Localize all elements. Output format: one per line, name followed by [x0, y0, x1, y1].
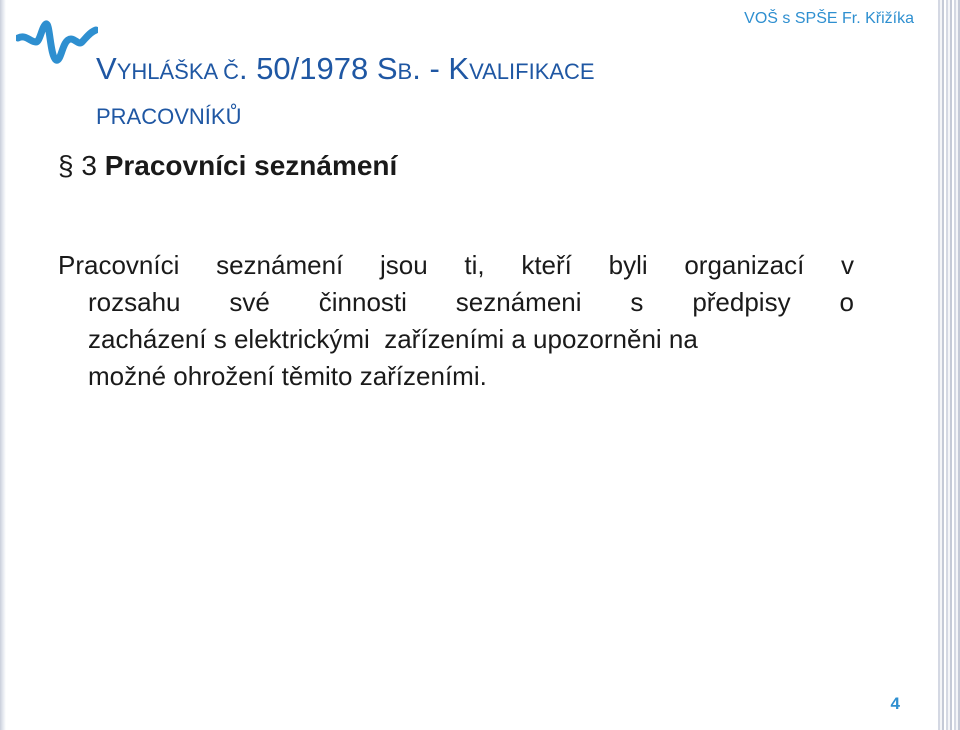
slide-title-line-1: VYHLÁŠKA Č. 50/1978 SB. - KVALIFIKACE	[96, 51, 595, 86]
paragraph-line-4: možné ohrožení těmito zařízeními.	[88, 361, 487, 391]
section-symbol: § 3	[58, 150, 97, 181]
section-title: Pracovníci seznámení	[104, 150, 398, 181]
paragraph-line-2: rozsahu své činnosti seznámeni s předpisy o	[88, 287, 854, 317]
slide-title	[96, 48, 756, 138]
paragraph-line-1: Pracovníci seznámení jsou ti, kteří byli organizací v	[58, 250, 854, 280]
wave-logo-icon	[16, 16, 98, 72]
left-edge-decoration	[0, 0, 6, 730]
slide-title-line-2: PRACOVNÍKŮ	[96, 104, 242, 129]
body-paragraph	[58, 247, 854, 395]
right-stripe-decoration	[938, 0, 960, 730]
section-heading	[58, 150, 397, 182]
organization-name: VOŠ s SPŠE Fr. Křižíka	[744, 10, 914, 27]
paragraph-line-3: zacházení s elektrickými zařízeními a upozorněni na	[88, 324, 698, 354]
page-number: 4	[890, 694, 900, 713]
